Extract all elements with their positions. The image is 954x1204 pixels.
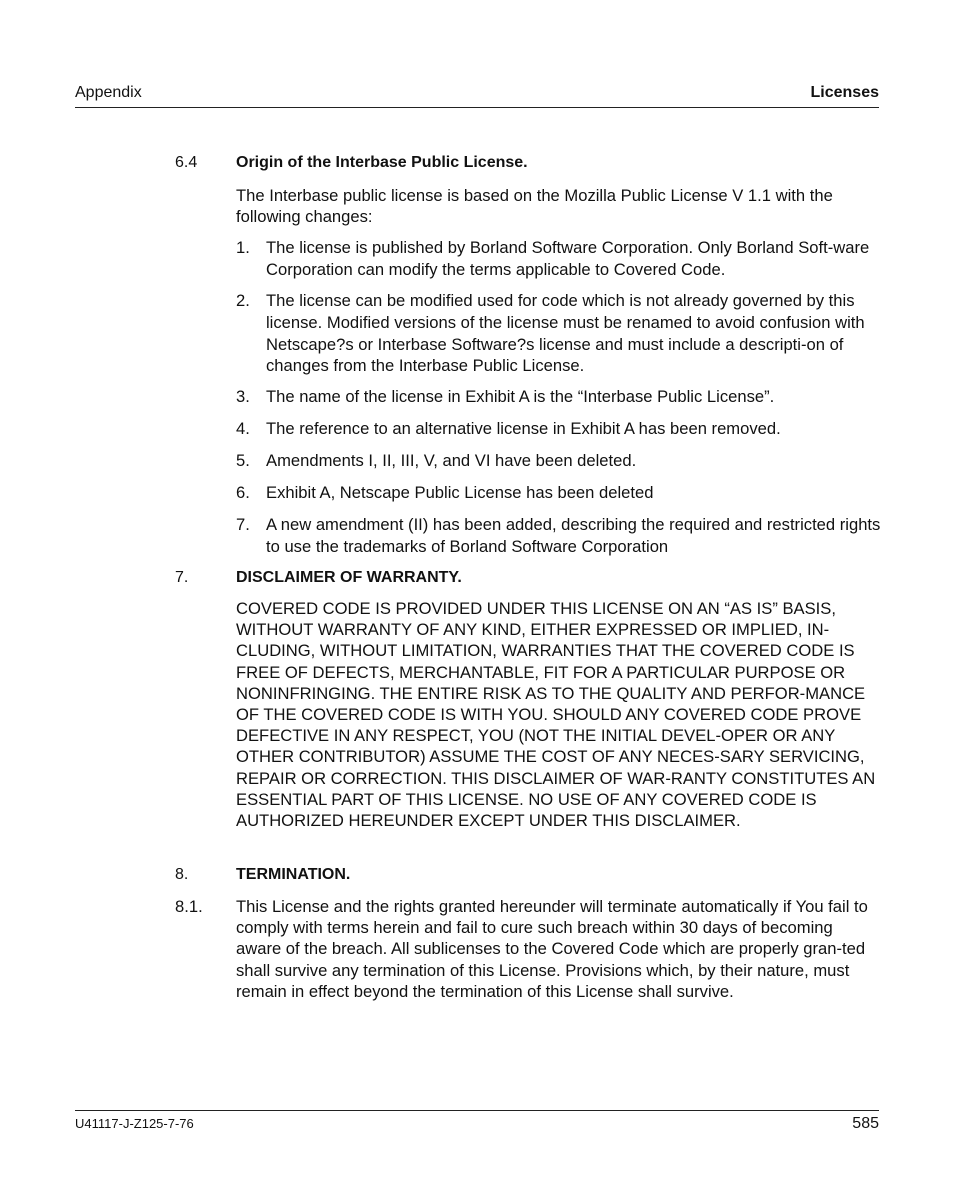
page-footer bbox=[75, 1115, 879, 1133]
section-6-4-heading bbox=[175, 152, 528, 173]
list-item-number: 3. bbox=[236, 387, 250, 406]
footer-rule bbox=[75, 1110, 879, 1111]
disclaimer-body: COVERED CODE IS PROVIDED UNDER THIS LICENSE ON AN “AS IS” BASIS, WITHOUT WARRANTY OF ANY KIND, EITHER EXPRESSED OR IMPLIED, IN-CLUDING, WITHOUT LIMITATION, WARRANTIES THAT THE COVERED CODE IS FREE OF DEFECTS, MERCHANTABLE, FIT FOR A PARTICULAR PURPOSE OR NONINFRINGING. THE ENTIRE RISK AS TO THE QUALITY AND PERFOR-MANCE OF THE COVERED CODE IS WITH YOU. SHOULD ANY COVERED CODE PROVE DEFECTIVE IN ANY RESPECT, YOU (NOT THE INITIAL DEVEL-OPER OR ANY OTHER CONTRIBUTOR) ASSUME THE COST OF ANY NECES-SARY SERVICING, REPAIR OR CORRECTION. THIS DISCLAIMER OF WAR-RANTY CONSTITUTES AN ESSENTIAL PART OF THIS LICENSE. NO USE OF ANY COVERED CODE IS AUTHORIZED HEREUNDER EXCEPT UNDER THIS DISCLAIMER. bbox=[236, 599, 876, 831]
section-8-heading bbox=[175, 864, 350, 885]
list-item-number: 4. bbox=[236, 419, 250, 438]
section-7-heading bbox=[175, 567, 462, 588]
section-number: 6.4 bbox=[175, 154, 198, 171]
list-item-text: A new amendment (II) has been added, describing the required and restricted rights to use the trademarks of Borland Software Corporation bbox=[266, 515, 881, 556]
section-number: 7. bbox=[175, 569, 189, 586]
termination-body: This License and the rights granted hereunder will terminate automatically if You fail to comply with terms herein and fail to cure such breach within 30 days of becoming aware of the breach. All sublicenses to the Covered Code which are properly gran-ted shall survive any termination of this License. Provisions which, by their nature, must remain in effect beyond the termination of this License shall survive. bbox=[236, 897, 868, 1001]
list-item bbox=[236, 290, 882, 377]
list-item-text: The license can be modified used for code which is not already governed by this license. Modified versions of the license must be renamed to avoid confusion with Netscape?s or Interbase Software?s license and must include a descripti-on of changes from the Interbase Public License. bbox=[266, 291, 865, 376]
section-title: TERMINATION. bbox=[236, 866, 351, 883]
list-item bbox=[236, 482, 882, 504]
list-item-text: The license is published by Borland Software Corporation. Only Borland Soft-ware Corporation can modify the terms applicable to Covered Code. bbox=[266, 238, 870, 279]
section-6-4-intro: The Interbase public license is based on the Mozilla Public License V 1.1 with the following changes: bbox=[236, 186, 833, 227]
list-item bbox=[236, 386, 882, 408]
header-rule bbox=[75, 107, 879, 108]
list-item-text: The reference to an alternative license in Exhibit A has been removed. bbox=[266, 419, 781, 438]
list-item-number: 5. bbox=[236, 451, 250, 470]
list-item-number: 6. bbox=[236, 483, 250, 502]
header-section: Licenses bbox=[810, 84, 879, 101]
section-title: Origin of the Interbase Public License. bbox=[236, 154, 528, 171]
list-item bbox=[236, 237, 882, 281]
list-item-number: 1. bbox=[236, 238, 250, 257]
document-id: U41117-J-Z125-7-76 bbox=[75, 1116, 194, 1131]
section-title: DISCLAIMER OF WARRANTY. bbox=[236, 569, 462, 586]
list-item-number: 7. bbox=[236, 515, 250, 534]
list-item-text: The name of the license in Exhibit A is the “Interbase Public License”. bbox=[266, 387, 775, 406]
list-item bbox=[236, 418, 882, 440]
list-item bbox=[236, 450, 882, 472]
list-item bbox=[236, 514, 882, 558]
page-number: 585 bbox=[852, 1115, 879, 1132]
list-item-text: Exhibit A, Netscape Public License has been deleted bbox=[266, 483, 654, 502]
subsection-number: 8.1. bbox=[175, 897, 203, 916]
list-item-text: Amendments I, II, III, V, and VI have been deleted. bbox=[266, 451, 637, 470]
header-chapter: Appendix bbox=[75, 84, 142, 101]
list-item-number: 2. bbox=[236, 291, 250, 310]
page-header bbox=[75, 84, 879, 102]
section-number: 8. bbox=[175, 866, 189, 883]
